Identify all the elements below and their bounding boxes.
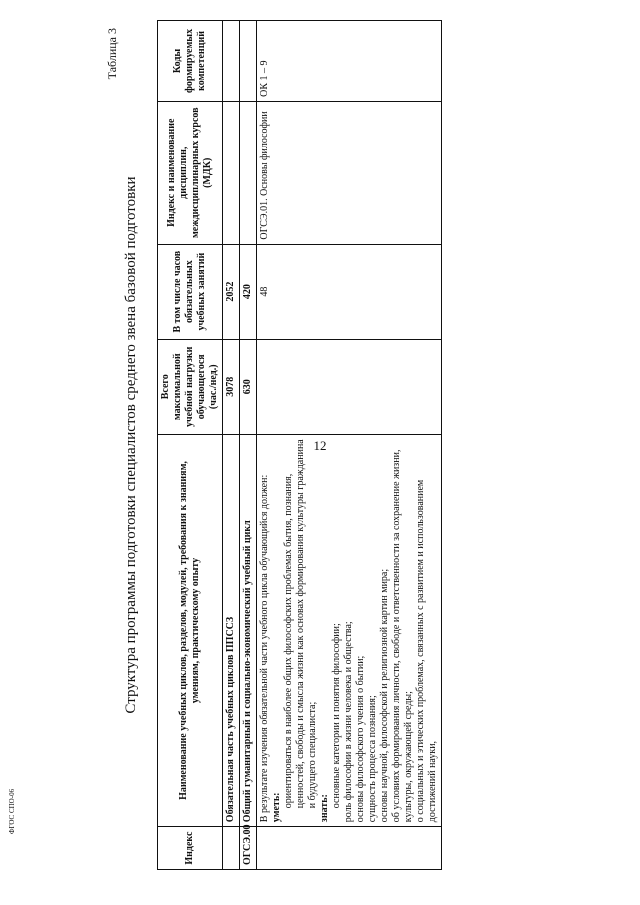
- table-row: [223, 21, 240, 870]
- desc-knowledge-item: роль философии в жизни человека и общества;: [343, 621, 354, 823]
- header-name: Наименование учебных циклов, разделов, модулей, требования к знаниям, умениям, практическому опыту: [158, 434, 223, 826]
- page-number: 12: [313, 438, 327, 453]
- table-label: Таблица 3: [105, 28, 119, 80]
- row-detail-discipline: ОГСЭ.01. Основы философии: [257, 101, 442, 244]
- desc-skills-heading: уметь:: [271, 792, 282, 823]
- row-detail-description: [257, 434, 442, 826]
- row-ogse-incl: 420: [240, 244, 257, 339]
- desc-knowledge-item: основы философского учения о бытии;: [355, 655, 366, 823]
- desc-knowledge-item: об условиях формирования личности, свободе и ответственности за сохранение жизни, культуры, окружающей среды;: [391, 449, 414, 823]
- rotated-page-content: [105, 20, 545, 870]
- desc-knowledge-item: о социальных и этических проблемах, связанных с развитием и использованием достижений науки,: [415, 479, 438, 823]
- desc-knowledge-heading: знать:: [319, 794, 330, 823]
- desc-knowledge-item: основы научной, философской и религиозной картин мира;: [379, 568, 390, 823]
- header-disc: Индекс и наименование дисциплин, междисциплинарных курсов (МДК): [158, 101, 223, 244]
- row-mandatory-incl: 2052: [223, 244, 240, 339]
- header-index: Индекс: [158, 827, 223, 870]
- row-mandatory-total: 3078: [223, 339, 240, 434]
- desc-knowledge-item: основные категории и понятия философии;: [331, 623, 342, 809]
- row-ogse-name: Общий гуманитарный и социально-экономический учебный цикл: [240, 434, 257, 826]
- header-total: Всего максимальной учебной нагрузки обучающегося (час./нед.): [158, 339, 223, 434]
- row-ogse-index: ОГСЭ.00: [240, 827, 257, 870]
- table-row: [240, 21, 257, 870]
- row-detail-incl: 48: [257, 244, 442, 339]
- table-header-row: [158, 21, 223, 870]
- row-ogse-total: 630: [240, 339, 257, 434]
- page-title: Структура программы подготовки специалистов среднего звена базовой подготовки: [123, 176, 139, 714]
- curriculum-structure-table: [157, 20, 442, 870]
- table-row: [257, 21, 442, 870]
- header-comp: Коды формируемых компетенций: [158, 21, 223, 102]
- row-mandatory-name: Обязательная часть учебных циклов ППССЗ: [223, 434, 240, 826]
- row-detail-competencies: ОК 1 – 9: [257, 21, 442, 102]
- desc-knowledge-item: сущность процесса познания;: [367, 695, 378, 823]
- desc-skill-item: ориентироваться в наиболее общих философских проблемах бытия, познания, ценностей, свободы и смысла жизни как основах формирования культуры гражданина и будущего специалиста;: [283, 439, 318, 809]
- header-incl: В том числе часов обязательных учебных занятий: [158, 244, 223, 339]
- footer-code: ФГОС СПО-06: [8, 788, 16, 834]
- desc-intro: В результате изучения обязательной части учебного цикла обучающийся должен:: [259, 474, 270, 823]
